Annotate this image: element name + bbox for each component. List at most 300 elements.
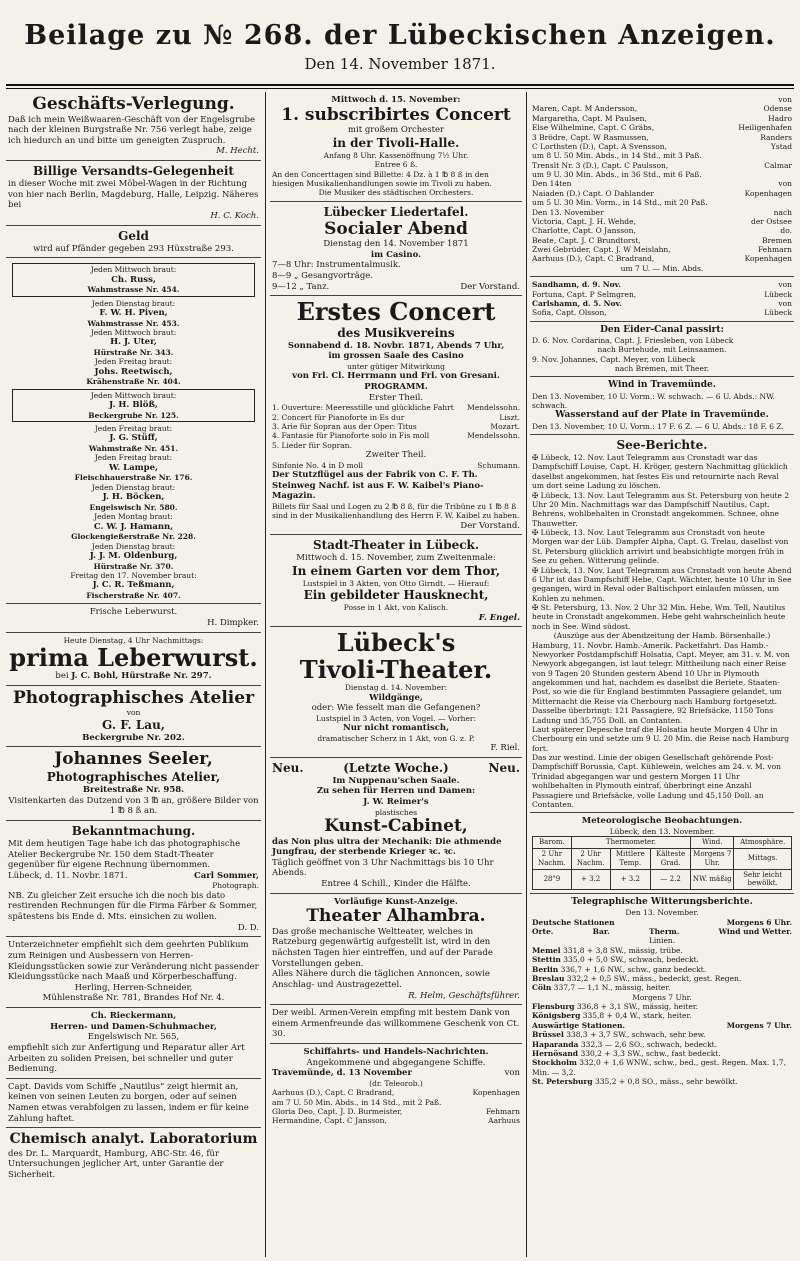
ad-von: von <box>126 708 141 718</box>
water-line: Den 13. November, 10 U. Vorm.: 17 F. 6 Z. — 6 U. Abds.: 18 F. 6 Z. <box>532 421 784 431</box>
ad-subtitle: des Musikvereins <box>337 325 455 340</box>
section-subtitle: Angekommene und abgegangene Schiffe. <box>306 1057 486 1068</box>
column-right <box>530 92 794 1257</box>
station: Brüssel <box>532 1030 564 1040</box>
ad-nb: NB. Zu gleicher Zeit ersuche ich die noch bis dato restirenden Rechnungen für die Firma Färber & Sommer, spätestens bis Ende d. Mts. einsichen zu wollen. <box>8 890 258 923</box>
section-title: Wasserstand auf der Plate in Travemünde. <box>555 410 769 421</box>
brewer-name: F. W. H. Piven, <box>99 307 168 318</box>
section-title: Schiffahrts- und Handels-Nachrichten. <box>303 1047 489 1058</box>
td-value: 28"9 <box>533 869 572 890</box>
sea-reports <box>530 435 794 813</box>
ship-name: Else Wilhelmine, Capt. C Gräbs, <box>532 123 655 133</box>
ship-head: von <box>778 95 792 104</box>
brewer-address: Fleischhauerstraße Nr. 176. <box>74 473 193 483</box>
brew-day: Freitag den 17. November braut: <box>70 570 197 580</box>
brewer-address: Krähenstraße Nr. 404. <box>86 377 181 387</box>
bar: 337,7 <box>553 983 576 993</box>
brewer-entry <box>8 542 259 571</box>
unit: Linien. <box>648 936 676 946</box>
canal-line: D. 6. Nov. Cordarina, Capt. J. Friesleben, von Lübeck <box>532 335 734 345</box>
ad-address: Mühlenstraße Nr. 781, Brandes Hof Nr. 4. <box>42 993 225 1004</box>
ship-line: (dr. Teleorob.) <box>369 1078 423 1088</box>
ad-text: des Dr. L. Marquardt, Hamburg, ABC-Str. 46, für Untersuchungen jeglicher Art, unter Garantie der Sicherheit. <box>8 1148 224 1181</box>
shipping-news <box>270 1044 522 1129</box>
td-value: NW. mäßig <box>691 869 734 890</box>
ad-title: Geld <box>118 228 149 243</box>
bar: 335,0 <box>563 955 585 965</box>
section-title: See-Berichte. <box>616 438 708 452</box>
weather-row <box>532 1002 792 1011</box>
composer: Liszt. <box>499 412 520 422</box>
ad-part-1: Erster Theil. <box>368 392 424 403</box>
column-divider-1 <box>265 92 266 1257</box>
brew-day: Jeden Freitag braut: <box>94 424 173 434</box>
ad-entry: Entree 6 ß. <box>374 160 418 170</box>
piece: 1. Ouverture: Meeresstille und glückliche Fahrt <box>272 403 454 413</box>
ship-port: do. <box>780 226 792 236</box>
ship-line: am 7 U. 50 Min. Abds., in 14 Std., mit 2 Paß. <box>272 1097 442 1107</box>
ad-see: Zu sehen für Herren und Damen: <box>316 786 476 797</box>
brewer-entry <box>8 328 259 357</box>
ship-row <box>532 104 792 113</box>
brewer-entry <box>8 299 259 328</box>
section-date: Lübeck, den 13. November. <box>609 826 715 836</box>
ship-port: Randers <box>760 132 792 142</box>
brew-day: Jeden Dienstag braut: <box>91 482 176 492</box>
ad-signature: Der Vorstand. <box>460 281 520 292</box>
ad-text: Visitenkarten das Dutzend von 3 ℔ an, größere Bilder von 1 ℔ 8 ß an. <box>8 795 259 817</box>
brewer-name: J. H. Böcken, <box>102 492 165 503</box>
station: Stettin <box>532 955 561 965</box>
brewer-name: J. H. Blöß, <box>109 400 158 411</box>
ad-new: Neu. <box>488 760 520 775</box>
th-barom: Barom. <box>533 837 572 849</box>
ad-tailor <box>6 937 261 1008</box>
ad-programme-2: 8—9 „ Gesangvorträge. <box>272 271 373 282</box>
ship-port: Fehmarn <box>757 245 792 254</box>
ad-time: Anfang 8 Uhr. Kassenöffnung 7½ Uhr. <box>323 150 469 160</box>
subhead <box>532 918 792 927</box>
ad-signature: R. Helm, Geschäftsführer. <box>408 990 520 1001</box>
ad-kunst-cabinet <box>270 758 522 894</box>
ad-text: An den Concerttagen sind Billette: 4 Dz. à 1 ℔ 8 ß in den hiesigen Musikalienhandlungen sowie im Tivoli zu haben. <box>272 169 492 188</box>
telegraph-weather <box>530 894 794 1089</box>
ad-tickets: Billets für Saal und Logen zu 2 ℔ 8 ß, für die Tribüne zu 1 ℔ 8 ß sind in der Musikalienhandlung des Herrn F. W. Kaibel zu haben. <box>272 501 520 521</box>
ad-subtitle: Photographisches Atelier, <box>46 770 221 785</box>
ship-port: Heiligenhafen <box>738 123 792 133</box>
ad-business-relocation <box>6 92 261 161</box>
brewer-address: Hürstraße Nr. 370. <box>93 561 174 571</box>
ad-musikverein <box>270 296 522 535</box>
brew-day: Jeden Mittwoch braut: <box>90 327 177 337</box>
ad-shoemaker <box>6 1008 261 1079</box>
column-middle <box>270 92 522 1257</box>
ship-name: Victoria, Capt. J. H. Wehde, <box>532 216 636 226</box>
ad-programme-heading: PROGRAMM. <box>364 381 428 392</box>
play-title: Wildgänge, <box>369 692 423 703</box>
composer: Mendelssohn. <box>467 403 520 413</box>
brewer-name: Ch. Russ, <box>111 274 156 285</box>
ad-name: J. W. Reimer's <box>363 797 429 808</box>
ship-port: Kopenhagen <box>472 1088 520 1098</box>
ad-open: Täglich geöffnet von 3 Uhr Nachmittags bis 10 Uhr Abends. <box>272 857 494 879</box>
station: Stockholm <box>532 1058 577 1068</box>
ship-date: Den 14ten <box>532 179 572 189</box>
ship-name: Hermandine, Capt. C Jansson, <box>272 1116 387 1126</box>
ship-from: von <box>504 1068 520 1079</box>
ad-signature: H. C. Koch. <box>210 210 259 221</box>
play-info: Lustspiel in 3 Akten, von Otto Girndt. — Hierauf: <box>302 578 490 588</box>
ad-liverwurst-dimpker <box>6 604 261 632</box>
weather-row <box>532 1049 792 1058</box>
ad-place: Lübeck, d. 11. Novbr. 1871. <box>8 870 128 881</box>
section-title: Meteorologische Beobachtungen. <box>581 816 743 827</box>
ship-port: Kopenhagen <box>744 254 792 264</box>
th-sub: Mittags. <box>734 849 792 870</box>
ad-programme-1: 7—8 Uhr: Instrumentalmusik. <box>272 260 401 271</box>
ad-captain-notice <box>6 1079 261 1129</box>
ad-stadt-theater <box>270 535 522 627</box>
bar: 335,2 <box>595 1077 617 1086</box>
ad-text: Frische Leberwurst. <box>89 607 178 618</box>
ship-line <box>272 1116 520 1125</box>
bar: 336,7 <box>560 964 583 974</box>
td-value: — 2.2 <box>651 869 691 890</box>
piece: Sinfonie No. 4 in D moll <box>272 460 364 470</box>
bar: 332,2 <box>566 973 589 983</box>
ad-date: Dienstag d. 14. November: <box>344 683 448 693</box>
ad-note: Die Musiker des städtischen Orchesters. <box>318 188 474 198</box>
ad-sign-sub: Photograph. <box>212 881 259 891</box>
brewer-name: J. C. R. Teßmann, <box>92 580 175 591</box>
ship-name: Naiaden (D.) Capt. O Dahlander <box>532 188 654 198</box>
weather-row <box>532 965 792 974</box>
ad-title: prima Leberwurst. <box>9 642 258 672</box>
canal-line: nach Burtehude, mit Leinsaamen. <box>597 345 727 355</box>
ad-last-week: (Letzte Woche.) <box>343 760 449 775</box>
ad-artists: von Frl. Cl. Herrmann und Frl. von Gresani. <box>292 371 500 382</box>
ship-port: von <box>778 298 792 308</box>
meteorology <box>530 813 794 894</box>
subhead <box>532 1021 792 1030</box>
th-sub: Kälteste Grad. <box>651 849 691 870</box>
ship-row <box>532 123 792 132</box>
obs: + 5,0 SW., schwach, bedeckt. <box>587 955 700 965</box>
ad-money <box>6 226 261 259</box>
td-value: + 3.2 <box>571 869 610 890</box>
brewers-list <box>6 258 261 604</box>
weather-table <box>532 836 792 890</box>
brewer-entry <box>12 389 255 422</box>
brew-day: Jeden Mittwoch braut: <box>90 265 177 275</box>
ad-title: Lübeck's <box>336 628 456 658</box>
ad-signature: F. Engel. <box>478 612 520 623</box>
play-info: Posse in 1 Akt, von Kalisch. <box>343 603 449 613</box>
ad-sign-row <box>8 871 259 882</box>
report: Dasselbe überbringt: 121 Passagiere, 92 Briefsäcke, 1150 Tons Ladung und 35,755 Doll. an Contanten. <box>532 706 774 725</box>
ad-header-row <box>272 761 520 776</box>
ship-row <box>532 308 792 317</box>
ad-title: Kunst-Cabinet, <box>324 816 468 837</box>
composer: Mendelssohn. <box>467 431 520 441</box>
play-subtitle: oder: Wie fesselt man die Gefangenen? <box>311 703 481 714</box>
ad-tivoli-theater <box>270 627 522 757</box>
weather-row <box>532 1030 792 1039</box>
ad-piano-note: Der Stutzflügel aus der Fabrik von C. F. Th. Steinweg Nachf. ist aus F. W. Kaibel's Piano-Magazin. <box>272 470 484 502</box>
report: ✠ Lübeck, 13. Nov. Laut Telegramm aus Cronstadt von heute Morgen war der Lüb. Dampfer Alpha, Capt. G. Trelau, daselbst von St. Petersburg glücklich arrivirt und beabsichtigte morgen früh in See zu gehen. Witterung gelinde. <box>532 528 789 566</box>
ad-signature: Carl Sommer, <box>194 870 259 881</box>
report-source: (Auszüge aus der Abendzeitung der Hamb. Börsenhalle.) <box>553 631 771 641</box>
time-label: Morgens 7 Uhr. <box>726 1020 792 1030</box>
brewer-entry <box>8 483 259 512</box>
ship-name: Sofia, Capt. Olsson, <box>532 308 607 318</box>
brewer-entry <box>8 512 259 541</box>
bar: 336,8 <box>576 1002 599 1011</box>
issue-date: Den 14. November 1871. <box>304 55 496 73</box>
station: Breslau <box>532 973 565 983</box>
brew-day: Jeden Dienstag braut: <box>91 298 176 308</box>
ship-place: Travemünde, d. 13 November <box>272 1068 412 1079</box>
ship-list <box>530 92 794 277</box>
ship-row: um 9 U. 30 Min. Abds., in 36 Std., mit 6 Paß. <box>532 170 702 179</box>
ad-nb-sign: D. D. <box>237 922 259 933</box>
report: ✠ Lübeck, 12. Nov. Laut Telegramm aus Cronstadt war das Dampfschiff Louise, Capt. H. Kröger, gestern Nachmittag glücklich daselbst angekommen, hat festes Eis und retournirte nach Reval um dort seine Ladung zu löschen. <box>532 453 788 491</box>
ship-row <box>532 245 792 254</box>
ship-row <box>532 142 792 151</box>
ad-signature: H. Dimpker. <box>207 617 259 628</box>
ad-title: Socialer Abend <box>324 218 468 239</box>
ad-programme-row <box>272 282 520 293</box>
ship-date: Den 13. November <box>532 207 604 217</box>
play-title: In einem Garten vor dem Thor, <box>291 563 501 578</box>
play-title: Ein gebildeter Hausknecht, <box>303 588 489 603</box>
ship-name: Maren, Capt. M Andersson, <box>532 104 638 114</box>
ship-port: Bremen <box>762 235 792 245</box>
supplement-title: Beilage zu № 268. der Lübeckischen Anzeigen. <box>24 20 776 51</box>
ad-signature: Der Vorstand. <box>460 520 520 531</box>
ship-row <box>532 290 792 299</box>
brewer-entry <box>8 357 259 386</box>
ship-row <box>532 217 792 226</box>
bar: 332,3 <box>580 1039 603 1049</box>
ship-port: Aarhuus <box>488 1116 520 1126</box>
ad-photo-seeler <box>6 747 261 820</box>
ad-laboratory <box>6 1128 261 1183</box>
eider-canal <box>530 322 794 378</box>
brew-day: Jeden Freitag braut: <box>94 357 173 367</box>
report: Laut späterer Depesche traf die Holsatia heute Morgen 4 Uhr in Cherbourg ein und setzte um 9 U. 20 Min. die Reise nach Hamburg fort. <box>532 724 790 753</box>
ad-text: das Non plus ultra der Mechanik: Die athmende Jungfrau, der sterbende Krieger ꝛc. ꝛc. <box>272 836 502 858</box>
header-rule-thin <box>6 88 794 89</box>
ad-concert-tivoli <box>270 92 522 202</box>
station: Berlin <box>532 964 559 974</box>
programme-item: 5. Lieder für Sopran. <box>272 440 352 450</box>
programme-item <box>272 431 520 440</box>
ad-entry: Entree 4 Schill., Kinder die Hälfte. <box>321 879 471 890</box>
ship-port: Kopenhagen <box>744 188 792 198</box>
weather-row <box>532 1058 792 1077</box>
programme-item <box>272 422 520 431</box>
column-divider-2 <box>526 92 527 1257</box>
ad-date: Dienstag den 14. November 1871 <box>323 239 469 250</box>
ship-port: der Ostsee <box>751 216 792 226</box>
brewer-name: Johs. Reetwisch, <box>94 366 173 377</box>
ad-text: empfiehlt sich zur Anfertigung und Reparatur aller Art Arbeiten zu soliden Preisen, bei schneller und guter Bedienung. <box>8 1042 245 1075</box>
ad-title: Stadt-Theater in Lübeck. <box>312 538 480 553</box>
section-date: Den 13. November. <box>625 908 699 918</box>
ad-title-2: Tivoli-Theater. <box>299 654 493 684</box>
ad-title: Billige Versandts-Gelegenheit <box>33 164 234 179</box>
ship-name: Aarhuus (D.), Capt. C Bradrand, <box>272 1088 395 1098</box>
stations-label: Auswärtige Stationen. <box>532 1020 626 1030</box>
th-sub: Morgens 7 Uhr. <box>691 849 734 870</box>
ship-row: um 5 U. 30 Min. Vorm., in 14 Std., mit 20 Paß. <box>532 198 708 208</box>
wind-water <box>530 377 794 435</box>
station: Haparanda <box>532 1039 579 1049</box>
obs: + 0,4 W., stark, heiter. <box>606 1011 692 1021</box>
composer: Mozart. <box>490 421 520 431</box>
brewer-name: W. Lampe, <box>109 462 158 473</box>
ship-port: Lübeck <box>764 308 792 318</box>
brewer-name: J. J. M. Oldenburg, <box>89 550 178 561</box>
brewer-name: H. J. Uter, <box>110 337 157 348</box>
ship-row <box>532 161 792 170</box>
ship-date: Sandhamn, d. 9. Nov. <box>532 280 621 290</box>
ad-alhambra <box>270 894 522 1006</box>
ship-name: Trenslt Nr. 3 (D.), Capt. C Paulsson, <box>532 160 669 170</box>
canal-line: nach Bremen, mit Theer. <box>614 364 710 373</box>
section-title: Telegraphische Witterungsberichte. <box>571 897 753 907</box>
obs: + 3,8 SW., mässig, trübe. <box>586 945 683 955</box>
brewer-entry <box>8 453 259 482</box>
ship-row <box>532 254 792 263</box>
piece: 2. Concert für Pianoforte in Es dur <box>272 412 405 422</box>
ad-title: Geschäfts-Verlegung. <box>32 94 235 114</box>
th-sub: 2 Uhr Nachm. <box>533 849 572 870</box>
weather-row <box>532 955 792 964</box>
bar: 331,8 <box>563 945 585 955</box>
ad-kind: plastisches <box>374 807 418 817</box>
ad-title: Chemisch analyt. Laboratorium <box>9 1131 258 1148</box>
brewer-address: Fischerstraße Nr. 407. <box>86 590 181 600</box>
piece: 3. Arie für Sopran aus der Oper: Titus <box>272 421 417 431</box>
th-sub: 2 Uhr Nachm. <box>571 849 610 870</box>
ad-club: Lübecker Liedertafel. <box>323 204 469 219</box>
composer: Schumann. <box>477 460 520 470</box>
brewer-address: Engelswisch Nr. 580. <box>89 502 178 512</box>
report: Das zur westind. Linie der obigen Gesellschaft gehörende Post-Dampfschiff Borussia, Capt. Kühlewein, welches am 24. v. M. von Trinidad abgegangen war und gestern Morgen 11 Uhr wohlbehalten in Plymouth eintraf, überbringt eine Anzahl Passagiere und Briefsäcke, volle Ladung und 45,150 Doll. an Contanten. <box>532 753 781 809</box>
station: Cöln <box>532 983 552 993</box>
ad-text: Capt. Davids vom Schiffe „Nautilus“ zeigt hiermit an, keinen von seinen Leuten zu borgen, oder auf seinen Namen etwas verabfolgen zu lassen, indem er für keine Zahlung haftet. <box>8 1081 249 1124</box>
ship-row <box>532 236 792 245</box>
ad-signature: F. Riel. <box>490 743 520 754</box>
brewer-address: Wahmstrasse Nr. 453. <box>87 318 180 328</box>
play-info: dramatischer Scherz in 1 Akt, von G. z. P. <box>317 733 475 743</box>
report: ✠ Lübeck, 13. Nov. Laut Telegramm aus St. Petersburg von heute 2 Uhr 20 Min. Nachmittags war das Dampfschiff Nautilus, Capt. Behrens, wohlbehalten in Cronstadt angekommen. Schnee, ohne Thauwetter. <box>532 490 790 528</box>
obs: + 3,3 SW., schw., fast bedeckt. <box>604 1048 721 1058</box>
ad-text: Unterzeichneter empfiehlt sich dem geehrten Publikum zum Reinigen und Ausbessern von Herren-Kleidungsstücken sowie zur Veränderung nicht passender Kleidungsstücke nach Maaß und Körperbeschaffung. <box>8 940 259 983</box>
ship-name: Margaretha, Capt. M Paulsen, <box>532 113 647 123</box>
ad-by: bei <box>55 671 69 682</box>
obs: — 1,1 N., mässig, heiter. <box>577 983 671 993</box>
td-value: Sehr leicht bewölkt. <box>734 869 792 890</box>
programme-item <box>272 461 520 470</box>
ship-name: Charlotte, Capt. O Jansson, <box>532 226 636 236</box>
ship-port: Ystad <box>770 141 792 151</box>
ad-address: Breitestraße Nr. 958. <box>82 785 185 796</box>
ship-port: von <box>778 280 792 290</box>
ship-port: Hadro <box>768 113 792 123</box>
ship-name: Gloria Deo, Capt. J. D. Burmeister, <box>272 1107 403 1117</box>
ship-row <box>532 299 792 308</box>
ad-signature: M. Hecht. <box>216 146 259 157</box>
obs: + 3,7 SW., schwach, sehr bew. <box>590 1030 706 1040</box>
brew-day: Jeden Montag braut: <box>94 512 173 522</box>
ship-row <box>532 280 792 289</box>
ad-text: in dieser Woche mit zwei Möbel-Wagen in der Richtung von hier nach Berlin, Magdeburg, Halle, Leipzig. Näheres bei <box>8 179 259 211</box>
bar: 335,8 <box>582 1011 605 1021</box>
ship-port: Lübeck <box>764 289 792 299</box>
ship-name: Aarhuus (D.), Capt. C Bradrand, <box>532 254 655 264</box>
time-label: Morgens 7 Uhr. <box>632 992 692 1002</box>
ship-row <box>532 226 792 235</box>
brewer-name: C. W. J. Hamann, <box>93 521 174 532</box>
ad-subtitle: Herren- und Damen-Schuhmacher, <box>50 1021 217 1032</box>
ad-title: Theater Alhambra. <box>306 906 486 927</box>
weather-row <box>532 1011 792 1020</box>
ad-name: J. C. Bohl, Hürstraße Nr. 297. <box>71 671 212 682</box>
ad-place: Im Nuppenau'schen Saale. <box>332 775 460 786</box>
obs: + 1,6 NW., schw., ganz bedeckt. <box>584 964 707 974</box>
ship-name: C Lorthsten (D.), Capt. A Svensson, <box>532 141 667 151</box>
weather-head <box>532 927 792 936</box>
ship-row <box>532 179 792 188</box>
head-orte: Orte. <box>532 927 554 936</box>
weather-row <box>532 946 792 955</box>
brewer-entry <box>12 263 255 296</box>
weather-row <box>532 974 792 983</box>
head-therm: Therm. <box>649 927 680 936</box>
ad-title: Bekanntmachung. <box>71 823 196 838</box>
head-wind: Wind und Wetter. <box>718 927 792 936</box>
ship-line <box>272 1088 520 1097</box>
ad-address <box>8 671 259 682</box>
brewer-address: Glockengießerstraße Nr. 228. <box>71 532 196 542</box>
ship-row <box>532 189 792 198</box>
ad-subtitle: mit großem Orchester <box>347 125 445 136</box>
station: Flensburg <box>532 1002 575 1011</box>
ad-date: Mittwoch d. 15. November, zum Zweitenmale: <box>296 553 496 564</box>
ad-more: Alles Nähere durch die täglichen Annoncen, sowie Anschlag- und Austragezettel. <box>272 969 490 990</box>
ship-port: von <box>778 179 792 189</box>
ad-part-2: Zweiter Theil. <box>365 450 427 461</box>
ad-text: Das große mechanische Weltteater, welches in Ratzeburg gegenwärtig aufgestellt ist, wird in den nächsten Tagen hier eintreffen, und auf der Parade Vorstellungen geben. <box>272 926 493 969</box>
ad-with: unter gütiger Mitwirkung <box>347 361 445 371</box>
ad-place: im Casino. <box>370 249 422 260</box>
ad-title: Photographisches Atelier <box>12 687 255 708</box>
section-title: Wind in Travemünde. <box>608 380 716 391</box>
page-header <box>0 0 800 92</box>
ad-name: Ch. Rieckermann, <box>90 1011 177 1022</box>
programme-item <box>272 403 520 412</box>
weather-row <box>532 1077 792 1086</box>
ad-text: Daß ich mein Weißwaaren-Geschäft von der Engelsgrube nach der kleinen Burgstraße Nr. 756 verlegt habe, zeige ich hiedurch an und bitte um geneigten Zuspruch. <box>8 114 255 146</box>
ad-armen-verein <box>270 1005 522 1044</box>
ad-title: 1. subscribirtes Concert <box>281 104 511 125</box>
ship-name: 3 Brödre, Capt. W Rasmussen, <box>532 132 649 142</box>
ad-place: im grossen Saale des Casino <box>328 351 464 362</box>
ship-port: Calmar <box>764 160 792 170</box>
